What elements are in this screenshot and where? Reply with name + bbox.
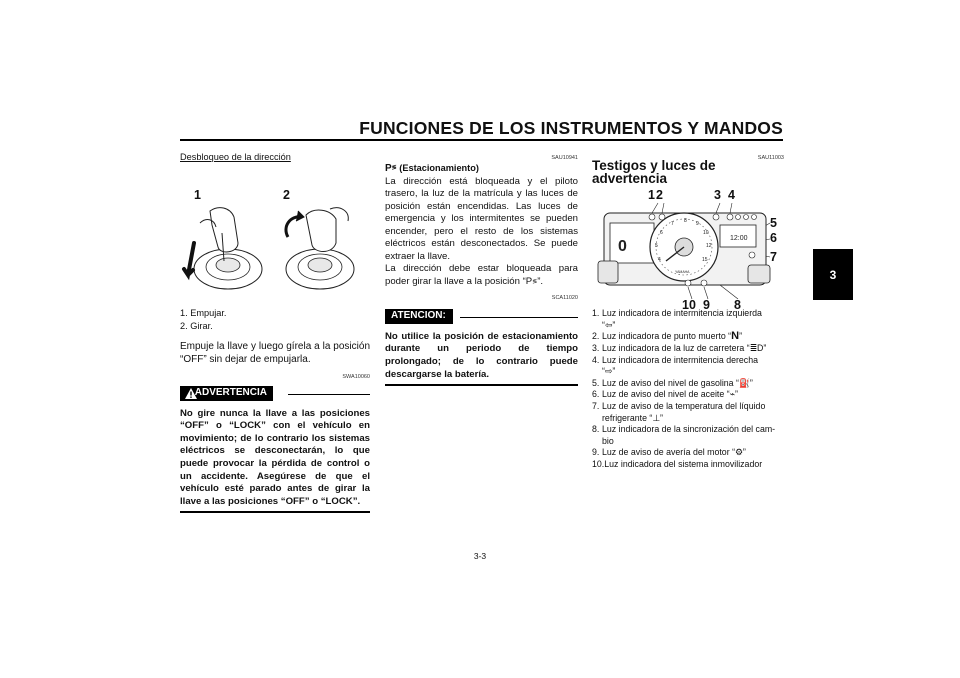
warning-label-text: ADVERTENCIA (194, 386, 267, 398)
svg-text:15: 15 (702, 257, 708, 264)
column-1 (180, 151, 370, 513)
coolant-icon: ⊥ (652, 412, 661, 423)
list-item: 7. Luz de aviso de la temperatura del líquido refrigerante “⊥” (592, 400, 766, 423)
page-number: 3-3 (473, 551, 487, 561)
section-code: SAU11003 (757, 155, 784, 161)
list-item: 8. Luz indicadora de la sincronización del cam- bio (592, 424, 776, 446)
dashboard-illustration (592, 201, 784, 305)
svg-text:6: 6 (660, 230, 663, 237)
list-item: 2. Luz indicadora de punto muerto “N” (592, 330, 742, 343)
oil-icon: ⌁ (729, 389, 735, 400)
parking-paragraph-1: La dirección está bloqueada y el piloto trasero, la luz de la matrícula y las luces de posición están encendidas. Las luces de emergencia y los intermitentes se pueden encender, pero el resto de los sistemas eléctricos están desconectados. Se puede extraer la llave. (385, 175, 578, 262)
fuel-icon: ⛽ (738, 377, 750, 388)
list-item: 3. Luz indicadora de la luz de carretera “≣D” (592, 343, 767, 353)
warning-code: SWA10060 (342, 374, 370, 381)
warning-header (180, 386, 370, 402)
page-header-title: FUNCIONES DE LOS INSTRUMENTOS Y MANDOS (359, 118, 783, 138)
caption-item: 1. Empujar. (180, 308, 227, 319)
list-item: 1. Luz indicadora de intermitencia izquierda “⇦” (592, 308, 762, 330)
caution-label: ATENCION: (385, 309, 453, 324)
svg-text:7: 7 (671, 221, 674, 228)
warning-bottom-rule (180, 511, 370, 513)
list-item: 4. Luz indicadora de intermitencia derecha “⇨” (592, 354, 758, 377)
section-subtitle: Desbloqueo de la dirección (180, 152, 291, 162)
list-item: 5. Luz de aviso del nivel de gasolina “⛽” (592, 377, 753, 388)
caution-header (385, 309, 578, 325)
callout-5: 5 (770, 216, 777, 231)
callout-2: 2 (656, 188, 663, 203)
warning-triangle-icon (185, 388, 197, 399)
instrument-panel-figure (592, 187, 784, 313)
svg-text:12: 12 (706, 243, 712, 250)
svg-text:8: 8 (684, 218, 687, 225)
callout-4: 4 (728, 188, 735, 203)
callout-10: 10 (682, 298, 696, 313)
svg-text:5: 5 (655, 243, 658, 250)
warning-label (180, 386, 273, 401)
engine-icon: ⚙ (735, 447, 743, 458)
section-title: Testigos y luces de advertencia (592, 158, 716, 186)
figure-callout-2: 2 (283, 188, 290, 203)
caution-line (460, 317, 578, 318)
callout-7: 7 (770, 250, 777, 265)
chapter-tab: 3 (813, 249, 853, 300)
caution-text: No utilice la posición de estacionamiento durante un periodo de tiempo prolongado; de lo contrario puede descargarse la batería. (385, 330, 578, 380)
warning-line (288, 394, 370, 395)
parking-heading-text: (Estacionamiento) (399, 163, 479, 174)
callout-6: 6 (770, 231, 777, 246)
column-2 (385, 152, 578, 386)
instruction-paragraph: Empuje la llave y luego gírela a la posición “OFF” sin dejar de empujarla. (180, 341, 370, 366)
caution-code: SCA11020 (551, 295, 578, 302)
list-item: 9. Luz de aviso de avería del motor “⚙” (592, 447, 746, 458)
warning-text: No gire nunca la llave a las posiciones “OFF” o “LOCK” con el vehículo en movimiento; de lo contrario los sistemas eléctricos se desconectarán, lo que puede provocar la pérdida de control o un accidente. Asegúrese de que el vehículo esté parado antes de girar la llave a las posiciones “OFF” o “LOCK”. (180, 407, 370, 507)
section-code: SAU10941 (551, 155, 578, 161)
callout-3: 3 (714, 188, 721, 203)
brand-label: YAMAHA (675, 270, 690, 275)
right-arrow-icon: ⇨ (604, 366, 613, 377)
svg-text:10: 10 (703, 230, 709, 237)
key-push-turn-illustration (180, 203, 370, 293)
list-item: 10. Luz indicadora del sistema inmovilizador (592, 458, 763, 469)
left-arrow-icon: ⇦ (604, 319, 613, 330)
clock-display: 12:00 (730, 235, 748, 243)
ignition-figure (180, 169, 370, 289)
svg-text:9: 9 (696, 221, 699, 228)
list-item: 6. Luz de aviso del nivel de aceite “⌁” (592, 389, 738, 400)
indicator-list (592, 308, 784, 470)
parking-paragraph-2: La dirección debe estar bloqueada para poder girar la llave a la posición “P≶”. (385, 263, 578, 287)
caption-item: 2. Girar. (180, 320, 213, 331)
neutral-icon: N (731, 330, 740, 343)
callout-8: 8 (734, 298, 741, 313)
parking-p-icon: P≶ (525, 275, 538, 287)
header-rule (180, 139, 783, 141)
svg-text:4: 4 (658, 257, 661, 264)
callout-9: 9 (703, 298, 710, 313)
high-beam-icon: ≣D (749, 343, 764, 353)
parking-p-icon: P≶ (385, 163, 397, 175)
column-3 (592, 152, 784, 471)
gear-display: 0 (618, 238, 627, 256)
caution-bottom-rule (385, 384, 578, 386)
parking-heading (385, 162, 578, 175)
figure-callout-1: 1 (194, 188, 201, 203)
callout-1: 1 (648, 188, 655, 203)
figure-captions (180, 307, 370, 332)
